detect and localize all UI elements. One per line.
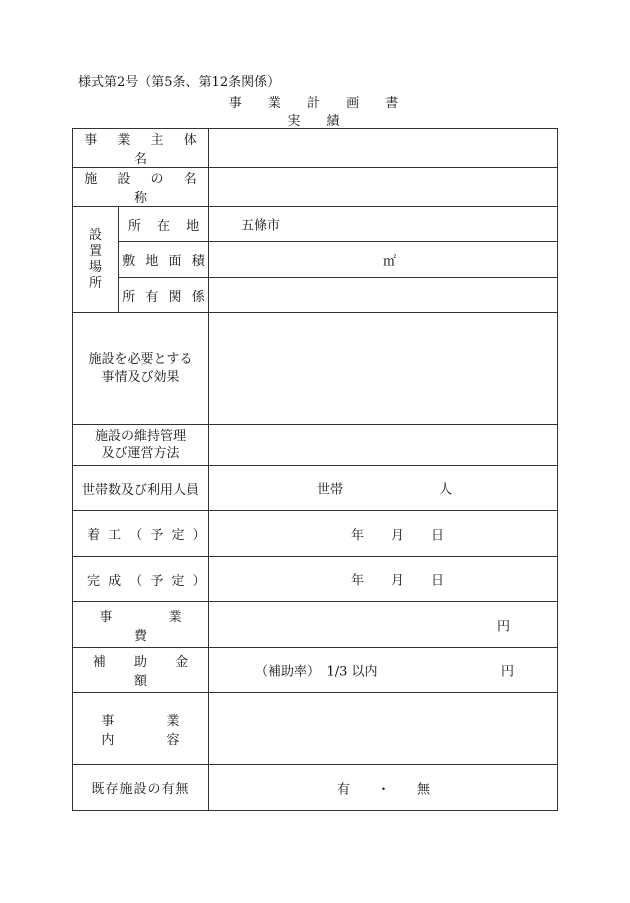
existing-label: 既存施設の有無 [73, 765, 209, 811]
address-field[interactable] [209, 207, 558, 242]
completion-day-unit: 日 [431, 573, 445, 589]
address-label: 所 在 地 [119, 207, 209, 242]
existing-field [209, 765, 558, 811]
plan-form-table [72, 128, 558, 811]
start-label: 着 工 （ 予 定 ） [73, 511, 209, 557]
start-date-field[interactable] [209, 511, 558, 557]
row-ownership [73, 278, 558, 313]
facility-name-field[interactable] [209, 168, 558, 207]
address-value: 五條市 [241, 218, 281, 234]
site-area-unit: ㎡ [383, 254, 397, 269]
row-existing [73, 765, 558, 811]
subsidy-unit: 円 [501, 664, 515, 680]
site-area-label: 敷 地 面 積 [119, 242, 209, 278]
facility-name-label: 施 設 の 名 称 [73, 168, 209, 207]
row-project-cost [73, 602, 558, 648]
project-cost-unit: 円 [497, 619, 511, 634]
completion-label: 完 成 （ 予 定 ） [73, 557, 209, 602]
form-number: 様式第2号（第5条、第12条関係） [78, 75, 281, 90]
households-field[interactable] [209, 466, 558, 511]
row-households [73, 466, 558, 511]
document-title-alt: 実 績 [287, 114, 351, 129]
maintenance-label-line1: 施設の維持管理 [94, 429, 186, 444]
row-facility-name [73, 168, 558, 207]
site-area-field[interactable] [209, 242, 558, 278]
existing-no-option[interactable]: 無 [417, 782, 431, 797]
subsidy-field[interactable] [209, 648, 558, 693]
completion-year-unit: 年 [351, 573, 365, 589]
row-subsidy [73, 648, 558, 693]
subsidy-label: 補 助 金 額 [73, 648, 209, 693]
content-field[interactable] [209, 693, 558, 765]
content-label: 事 業 内 容 [73, 693, 209, 765]
project-cost-field[interactable] [209, 602, 558, 648]
start-month-unit: 月 [391, 528, 405, 543]
necessity-label-line2: 事情及び効果 [101, 369, 180, 385]
necessity-label [73, 313, 209, 425]
location-group-text: 設置場所 [88, 227, 102, 291]
document-title: 事 業 計 画 書 [228, 96, 410, 111]
existing-yes-option[interactable]: 有 [337, 782, 351, 797]
row-site-area [73, 242, 558, 278]
maintenance-label-line2: 及び運営方法 [101, 446, 180, 461]
row-entity-name [73, 129, 558, 168]
households-unit: 世帯 [317, 482, 344, 498]
persons-unit: 人 [439, 482, 453, 498]
row-necessity [73, 313, 558, 425]
row-content [73, 693, 558, 765]
row-maintenance [73, 425, 558, 466]
start-year-unit: 年 [351, 528, 365, 543]
maintenance-label [73, 425, 209, 466]
entity-name-label: 事 業 主 体 名 [73, 129, 209, 168]
subsidy-rate: （補助率） 1/3 以内 [255, 664, 378, 680]
entity-name-field[interactable] [209, 129, 558, 168]
necessity-field[interactable] [209, 313, 558, 425]
start-day-unit: 日 [431, 528, 445, 543]
row-start [73, 511, 558, 557]
location-group-label [73, 207, 119, 313]
row-completion [73, 557, 558, 602]
necessity-label-line1: 施設を必要とする [88, 351, 193, 367]
ownership-field[interactable] [209, 278, 558, 313]
maintenance-field[interactable] [209, 425, 558, 466]
completion-date-field[interactable] [209, 557, 558, 602]
households-label: 世帯数及び利用人員 [73, 466, 209, 511]
completion-month-unit: 月 [391, 573, 405, 589]
ownership-label: 所 有 関 係 [119, 278, 209, 313]
existing-separator: ・ [377, 782, 391, 797]
row-address [73, 207, 558, 242]
project-cost-label: 事 業 費 [73, 602, 209, 648]
